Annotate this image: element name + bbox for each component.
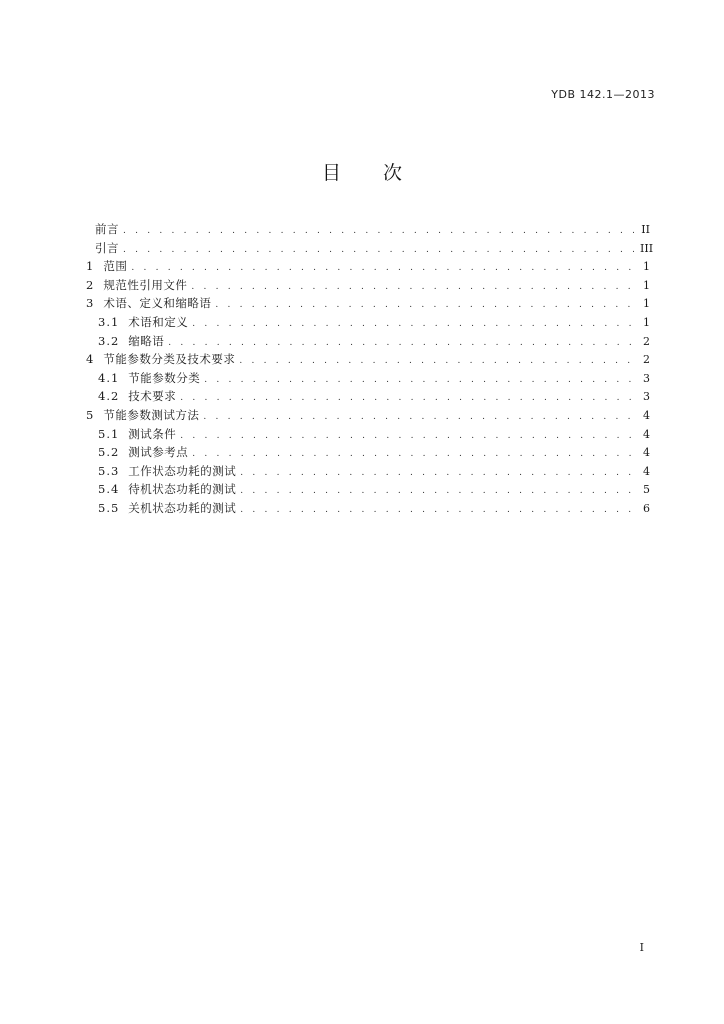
toc-leader-dots (240, 482, 634, 501)
toc-entry-terms[interactable] (86, 313, 650, 332)
toc-leader-dots (168, 334, 634, 353)
toc-entry-number: 1 (86, 259, 95, 274)
toc-entry-number: 4.2 (98, 389, 120, 404)
toc-entry-number: 2 (86, 277, 95, 292)
toc-entry-page: 3 (643, 371, 650, 385)
toc-entry-label: 测试条件 (128, 426, 177, 441)
standard-code: YDB 142.1—2013 (551, 88, 655, 101)
toc-leader-dots (192, 315, 634, 334)
toc-entry-label: 规范性引用文件 (103, 277, 188, 292)
toc-entry-number: 5.4 (98, 482, 120, 497)
toc-entry-page: II (641, 223, 650, 236)
toc-entry-page: 2 (643, 334, 650, 348)
toc-entry-label: 引言 (95, 240, 119, 255)
toc-leader-dots (239, 352, 634, 371)
toc-entry-page: 1 (643, 315, 650, 329)
toc-entry-number: 4.1 (98, 370, 120, 385)
toc-entry-test-methods[interactable] (86, 406, 650, 425)
toc-entry-page: 2 (643, 353, 650, 367)
toc-leader-dots (123, 222, 634, 241)
toc-entry-classification[interactable] (86, 369, 650, 388)
toc-entry-number: 5 (86, 407, 95, 422)
toc-entry-number: 5.3 (98, 463, 120, 478)
toc-leader-dots (180, 427, 634, 446)
toc-entry-label: 节能参数测试方法 (103, 407, 200, 422)
toc-entry-page: 1 (643, 297, 650, 311)
toc-leader-dots (123, 241, 634, 260)
toc-entry-label: 前言 (95, 222, 119, 236)
toc-entry-number: 5.2 (98, 445, 120, 460)
toc-entry-label: 节能参数分类及技术要求 (103, 352, 236, 367)
toc-leader-dots (180, 389, 634, 408)
toc-entry-page: 1 (643, 278, 650, 292)
toc-entry-label: 术语和定义 (128, 314, 189, 329)
toc-leader-dots (191, 278, 634, 297)
toc-entry-label: 节能参数分类 (128, 370, 201, 385)
toc-entry-page: 5 (643, 483, 650, 497)
toc-entry-page: 4 (643, 427, 650, 441)
toc-entry-label: 工作状态功耗的测试 (128, 463, 237, 478)
toc-entry-page: 4 (643, 408, 650, 422)
toc-entry-page: III (640, 241, 654, 255)
toc-entry-scope[interactable] (86, 257, 650, 276)
toc-entry-number: 5.5 (98, 500, 120, 515)
toc-entry-foreword[interactable] (86, 220, 650, 239)
toc-entry-working-power-test[interactable] (86, 462, 650, 481)
toc-entry-parameter-classification[interactable] (86, 350, 650, 369)
toc-entry-label: 待机状态功耗的测试 (128, 482, 237, 497)
toc-entry-number: 3 (86, 296, 95, 311)
toc-leader-dots (204, 371, 634, 390)
toc-entry-number: 4 (86, 352, 95, 367)
toc-entry-label: 关机状态功耗的测试 (128, 500, 237, 515)
toc-leader-dots (192, 445, 634, 464)
toc-entry-page: 6 (643, 501, 650, 515)
toc-entry-page: 4 (643, 446, 650, 460)
page-number: I (639, 941, 644, 954)
toc-entry-normative-references[interactable] (86, 276, 650, 295)
toc-leader-dots (131, 259, 634, 278)
toc-entry-test-reference-points[interactable] (86, 443, 650, 462)
toc-entry-standby-power-test[interactable] (86, 480, 650, 499)
toc-entry-introduction[interactable] (86, 239, 654, 258)
toc-entry-off-power-test[interactable] (86, 499, 650, 518)
toc-entry-test-conditions[interactable] (86, 425, 650, 444)
toc-entry-terms-definitions[interactable] (86, 294, 650, 313)
toc-entry-label: 术语、定义和缩略语 (103, 296, 212, 311)
toc-leader-dots (240, 464, 634, 483)
toc-entry-technical-requirements[interactable] (86, 387, 650, 406)
toc-leader-dots (215, 296, 634, 315)
toc-entry-number: 5.1 (98, 426, 120, 441)
toc-title: 目 次 (321, 162, 421, 184)
table-of-contents (86, 220, 654, 518)
toc-entry-page: 4 (643, 464, 650, 478)
toc-entry-number: 3.2 (98, 333, 120, 348)
toc-entry-label: 技术要求 (128, 389, 177, 404)
toc-entry-label: 缩略语 (128, 333, 165, 348)
toc-entry-label: 测试参考点 (128, 445, 189, 460)
toc-entry-label: 范围 (103, 259, 128, 274)
toc-entry-number: 3.1 (98, 314, 120, 329)
toc-leader-dots (203, 408, 634, 427)
toc-entry-page: 1 (643, 260, 650, 274)
toc-entry-page: 3 (643, 390, 650, 404)
toc-entry-abbreviations[interactable] (86, 332, 650, 351)
toc-leader-dots (240, 501, 634, 520)
